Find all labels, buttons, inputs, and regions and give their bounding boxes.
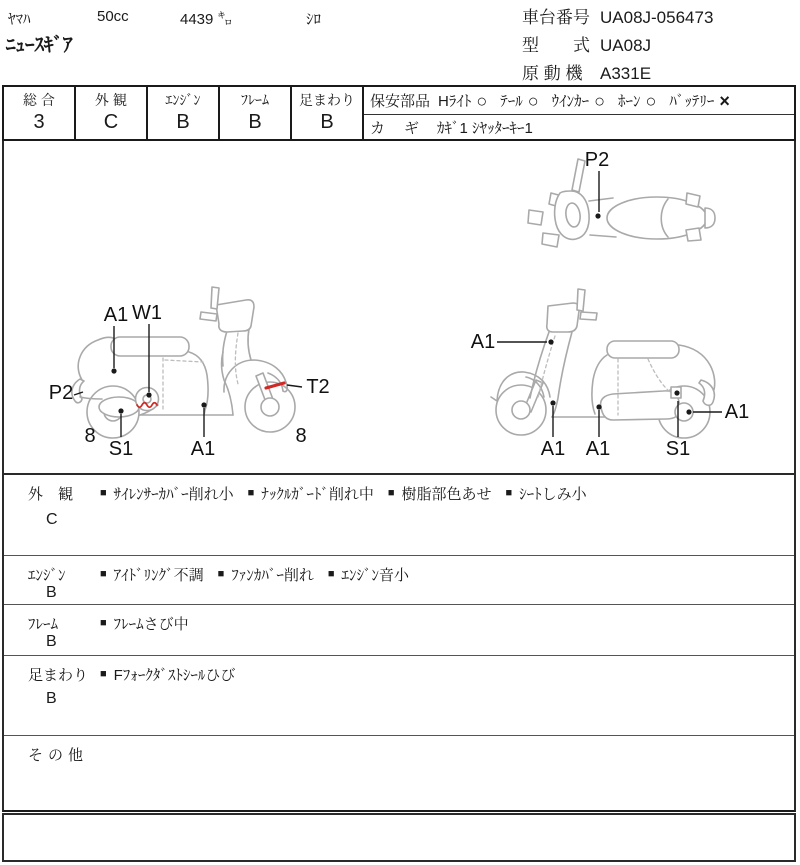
rating-label: ｴﾝｼﾞﾝ: [165, 92, 201, 108]
rating-value: B: [320, 111, 334, 133]
model-code-value: UA08J: [600, 36, 652, 55]
section-label: その他: [28, 747, 89, 764]
vehicle-id-block: [522, 4, 713, 88]
note-text: ｴﾝｼﾞﾝ音小: [341, 567, 410, 584]
section-label: ﾌﾚｰﾑ: [28, 616, 59, 633]
diagram-label-a1-right-rear: A1: [724, 401, 750, 423]
note-text: Fﾌｫｰｸﾀﾞｽﾄｼｰﾙひび: [113, 667, 236, 684]
section-notes: [100, 613, 786, 634]
condition-note: [506, 483, 587, 504]
section-notes: [100, 564, 786, 585]
note-bullet-icon: ■: [100, 568, 107, 580]
note-bullet-icon: ■: [217, 568, 225, 580]
diagram-label-a1-right-bottom-center: A1: [585, 438, 611, 460]
safety-item-taillight: [500, 90, 538, 111]
condition-note: [100, 613, 189, 634]
safety-parts-box: [364, 87, 794, 139]
section-grade: C: [46, 511, 58, 528]
rating-label: 足まわり: [299, 92, 355, 108]
displacement: 50cc: [97, 8, 129, 25]
diagram-label-a1-right-front: A1: [470, 331, 496, 353]
safety-item-label: Hﾗｲﾄ: [438, 93, 472, 110]
mileage: 4439 ㌔: [180, 11, 233, 28]
condition-note: [388, 483, 492, 504]
maker-name: ﾔﾏﾊ: [8, 11, 31, 28]
diagram-label-t2-front: T2: [306, 376, 330, 398]
engine-code-label: 原 動 機: [522, 64, 583, 83]
safety-parts-row: [364, 87, 794, 115]
note-text: ﾌｧﾝｶﾊﾞｰ削れ: [231, 567, 314, 584]
rating-value: C: [103, 111, 119, 133]
section-grade: B: [46, 690, 57, 707]
engine-code-value: A331E: [600, 64, 652, 83]
cross-mark: ×: [719, 90, 730, 111]
rating-cell-frame: [220, 87, 292, 139]
note-text: ﾅｯｸﾙｶﾞｰﾄﾞ削れ中: [261, 486, 374, 503]
diagram-label-p2-rear: P2: [48, 382, 74, 404]
diagram-label-tire-size-rear: 8: [84, 425, 96, 447]
note-text: 樹脂部色あせ: [401, 486, 492, 503]
body-color: ｼﾛ: [306, 11, 322, 28]
note-text: ｼｰﾄしみ小: [519, 486, 587, 503]
section-exterior: [4, 475, 794, 555]
rating-label: ﾌﾚｰﾑ: [241, 92, 269, 108]
safety-item-label: ﾊﾞｯﾃﾘｰ: [669, 93, 715, 110]
condition-sections: [2, 475, 796, 812]
diagram-label-a1-left-bottom: A1: [190, 438, 216, 460]
scooter-right-side-drawing: [491, 289, 715, 438]
section-notes: [100, 664, 786, 685]
rating-cell-exterior: [76, 87, 148, 139]
rating-label: 外 観: [95, 92, 127, 108]
section-frame: [4, 604, 794, 655]
section-grade: B: [46, 633, 57, 650]
model-code-row: [522, 32, 713, 60]
condition-note: [100, 564, 204, 585]
rating-value: B: [176, 111, 190, 133]
diagram-label-s1-right: S1: [665, 438, 691, 460]
condition-note: [218, 564, 314, 585]
safety-item-headlight: [438, 90, 487, 111]
section-label: 外 観: [28, 486, 74, 503]
section-grade: B: [46, 584, 57, 601]
engine-code-row: [522, 60, 713, 88]
safety-item-label: ﾃｰﾙ: [500, 93, 523, 110]
condition-note: [248, 483, 374, 504]
rating-label: 総 合: [23, 92, 55, 108]
circle-mark: ○: [594, 90, 606, 111]
note-bullet-icon: ■: [505, 487, 513, 499]
circle-mark: ○: [645, 90, 657, 111]
rating-value: 3: [33, 111, 45, 133]
diagram-label-s1-left: S1: [108, 438, 134, 460]
section-notes: [100, 483, 786, 504]
safety-item-label: ﾎｰﾝ: [618, 93, 641, 110]
section-undercarriage: [4, 655, 794, 735]
rating-value: B: [248, 111, 262, 133]
chassis-number-row: [522, 4, 713, 32]
safety-item-battery: [669, 90, 730, 111]
safety-item-winker: [552, 90, 605, 111]
condition-note: [100, 483, 234, 504]
condition-note: [100, 664, 235, 685]
diagram-label-p2-topview: P2: [584, 149, 610, 171]
rating-cell-undercarriage: [292, 87, 364, 139]
rating-cell-overall: [4, 87, 76, 139]
scooter-top-view-drawing: [528, 159, 715, 247]
safety-item-horn: [618, 90, 656, 111]
section-label: ｴﾝｼﾞﾝ: [28, 567, 66, 584]
note-bullet-icon: ■: [100, 487, 107, 499]
chassis-number-label: 車台番号: [522, 8, 590, 27]
key-label: カ ギ: [370, 119, 422, 137]
circle-mark: ○: [476, 90, 488, 111]
diagram-label-w1: W1: [132, 302, 162, 324]
ratings-table: [2, 85, 796, 141]
diagram-label-a1-right-bottom-left: A1: [540, 438, 566, 460]
key-value: ｶｷﾞ1 ｼﾔｯﾀｰｷｰ1: [437, 119, 533, 137]
note-text: ｱｲﾄﾞﾘﾝｸﾞ不調: [113, 567, 204, 584]
condition-note: [328, 564, 409, 585]
diagram-label-tire-size-front: 8: [295, 425, 307, 447]
section-engine: [4, 555, 794, 604]
rating-cell-engine: [148, 87, 220, 139]
key-info-row: [364, 115, 794, 139]
section-other: [4, 735, 794, 810]
circle-mark: ○: [527, 90, 539, 111]
model-code-label: 型 式: [522, 36, 590, 55]
model-name: ﾆｭｰｽｷﾞｱ: [6, 35, 73, 56]
note-bullet-icon: ■: [387, 487, 395, 499]
section-label: 足まわり: [28, 667, 89, 684]
note-bullet-icon: ■: [100, 617, 107, 629]
diagram-label-a1-left-top: A1: [103, 304, 129, 326]
note-bullet-icon: ■: [327, 568, 335, 580]
safety-item-label: ｳｲﾝｶｰ: [551, 93, 590, 110]
safety-parts-title: 保安部品: [370, 93, 431, 110]
note-bullet-icon: ■: [247, 487, 255, 499]
note-text: ｻｲﾚﾝｻｰｶﾊﾞｰ削れ小: [113, 486, 234, 503]
note-bullet-icon: ■: [100, 668, 107, 680]
chassis-number-value: UA08J-056473: [600, 8, 714, 27]
note-text: ﾌﾚｰﾑさび中: [113, 616, 189, 633]
remarks-empty-box: [2, 813, 796, 862]
